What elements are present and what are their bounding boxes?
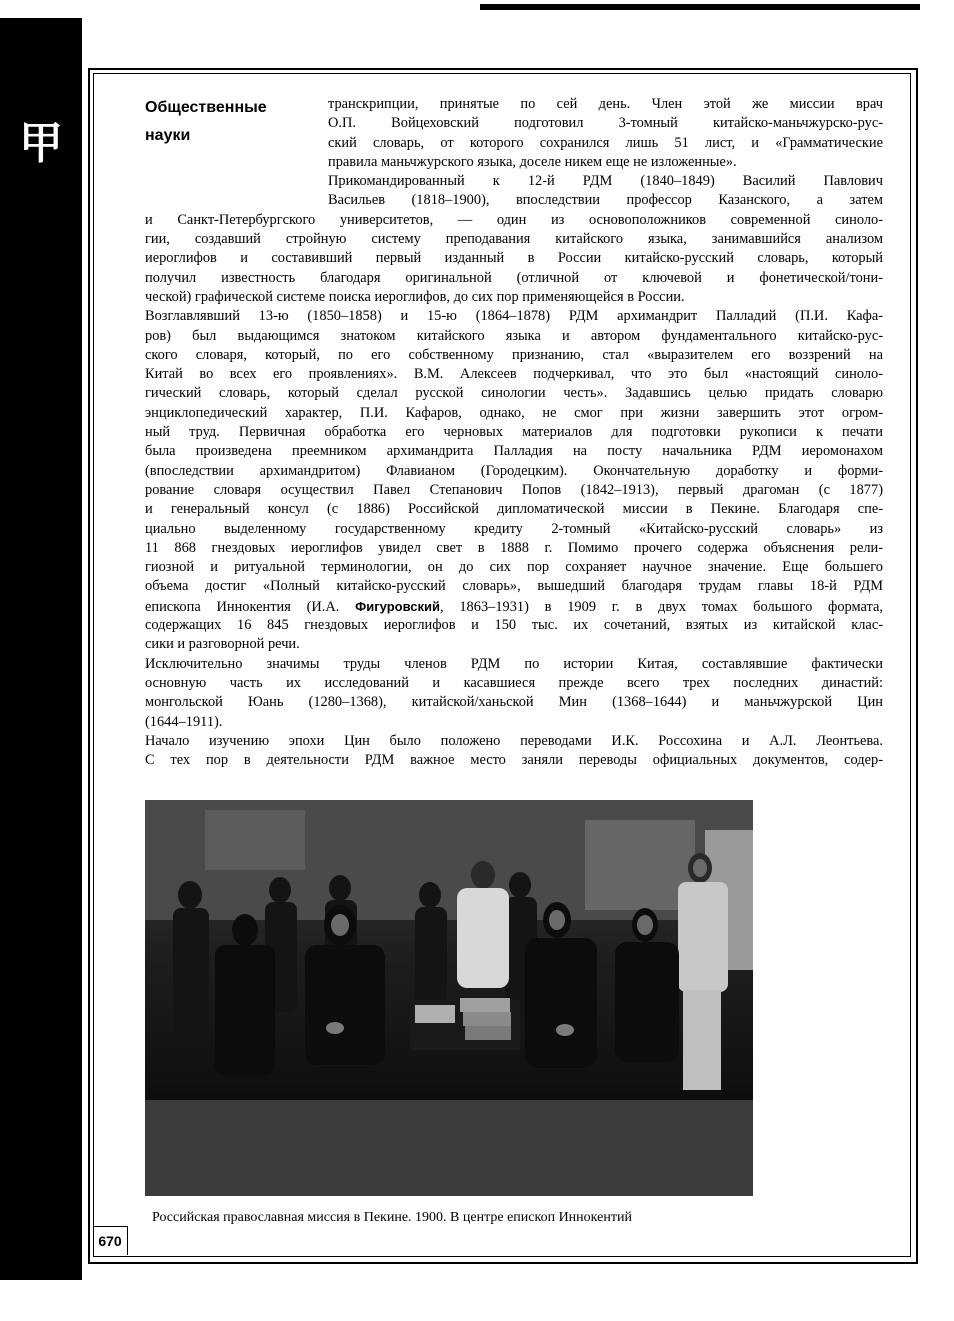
text-line: ческой) графической системе поиска иероглифов, до сих пор применяющейся в России. [145, 288, 685, 305]
photo-caption: Российская православная миссия в Пекине. 1900. В центре епископ Иннокентий [152, 1210, 632, 1225]
text-line: была произведена преемником архимандрита Палладия на посту начальника РДМ иеромонахом [145, 443, 883, 460]
text-line: транскрипции, принятые по сей день. Член этой же миссии врач [328, 96, 883, 112]
text-line: (впоследствии архимандритом) Флавианом (Городецким). Окончательную доработку и форми- [145, 462, 883, 479]
text-line: ский словарь, от которого сохранился лишь 51 лист, и «Грамматические [328, 134, 883, 151]
section-title: Общественные науки [145, 99, 267, 144]
text-line: монгольской Юань (1280–1368), китайской/ханьской Мин (1368–1644) и маньчжурской Цин [145, 694, 883, 711]
text-line: рование словаря осуществил Павел Степанович Попов (1842–1913), первый драгоман (с 1877) [145, 481, 883, 498]
text-line: объема достиг «Полный китайско-русский словарь», вышедший благодаря трудам главы 18-й РДМ [145, 578, 883, 595]
bold-name: Фигуровский [355, 598, 440, 614]
text-line: иероглифов и составивший первый изданный в России китайско-русский словарь, который [145, 250, 883, 267]
photo-illustration [145, 800, 753, 1196]
text-line-with-bold-name: епископа Иннокентия (И.А. Фигуровский, 1863–1931) в 1909 г. в двух томах большого формата, [145, 598, 883, 615]
text-line: гиозной и ритуальной терминологии, он до сих пор сохраняет научное значение. Еще большего [145, 559, 883, 576]
text-line: содержащих 16 845 гнездовых иероглифов и 150 тыс. их сочетаний, взятых из китайской клас- [145, 617, 883, 634]
text-line: Васильев (1818–1900), впоследствии профессор Казанского, а затем [328, 192, 883, 209]
text-line: (1644–1911). [145, 713, 223, 730]
text-line: ров) был выдающимся знатоком китайского языка и автором фундаментального китайско-рус- [145, 327, 883, 344]
chapter-glyph-icon: 甲 [19, 118, 63, 169]
text-line: правила маньчжурского языка, доселе никем еще не изложенные». [328, 153, 737, 170]
text-line: О.П. Войцеховский подготовил 3-томный китайско-маньчжурско-рус- [328, 115, 883, 132]
text-line: ского словаря, который, по его собственному признанию, стал «выразителем его воззрений на [145, 346, 883, 363]
text-line: С тех пор в деятельности РДМ важное место заняли переводы официальных документов, содер- [145, 752, 883, 769]
text-line: Прикомандированный к 12-й РДМ (1840–1849) Василий Павлович [328, 173, 883, 190]
page-number: 670 [93, 1226, 128, 1255]
text-line: и Санкт-Петербургского университетов, — один из основоположников современной синоло- [145, 211, 883, 228]
text-line: основную часть их исследований и касавшиеся прежде всего трех последних династий: [145, 674, 883, 691]
article-body [145, 95, 883, 770]
text-line: и генеральный консул (с 1886) Российской дипломатической миссии в Пекине. Благодаря спе- [145, 501, 883, 518]
mission-group-photo [145, 800, 753, 1196]
text-line: Начало изучению эпохи Цин было положено переводами И.К. Россохина и А.Л. Леонтьева. [145, 732, 883, 749]
text-line: получил известность благодаря оригинальной (отличной от ключевой и фонетической/тони- [145, 269, 883, 286]
text-line: Китай во всех его проявлениях». В.М. Алексеев подчеркивал, что это был «настоящий синоло- [145, 366, 883, 383]
text-line: сики и разговорной речи. [145, 636, 300, 653]
text-line: гический словарь, который сделал русской синологии честь». Задавшись целью придать словарю [145, 385, 883, 402]
chapter-spine [0, 18, 82, 1280]
text-line: Исключительно значимы труды членов РДМ по истории Китая, составлявшие фактически [145, 655, 883, 672]
text-line: гии, создавший стройную систему преподавания китайского языка, занимавшийся анализом [145, 231, 883, 248]
text-line: циально выделенному государственному кредиту 2-томный «Китайско-русский словарь» из [145, 520, 883, 537]
text-line: 11 868 гнездовых иероглифов увидел свет в 1888 г. Помимо прочего содержа объяснения рели- [145, 539, 883, 556]
top-rule [480, 4, 920, 10]
text-line: Возглавлявший 13-ю (1850–1858) и 15-ю (1864–1878) РДМ архимандрит Палладий (П.И. Кафа- [145, 308, 883, 325]
text-line: энциклопедический характер, П.И. Кафаров, однако, не смог при жизни завершить этот огром- [145, 404, 883, 421]
text-line: ный труд. Первичная обработка его черновых материалов для подготовки рукописи к печати [145, 424, 883, 441]
